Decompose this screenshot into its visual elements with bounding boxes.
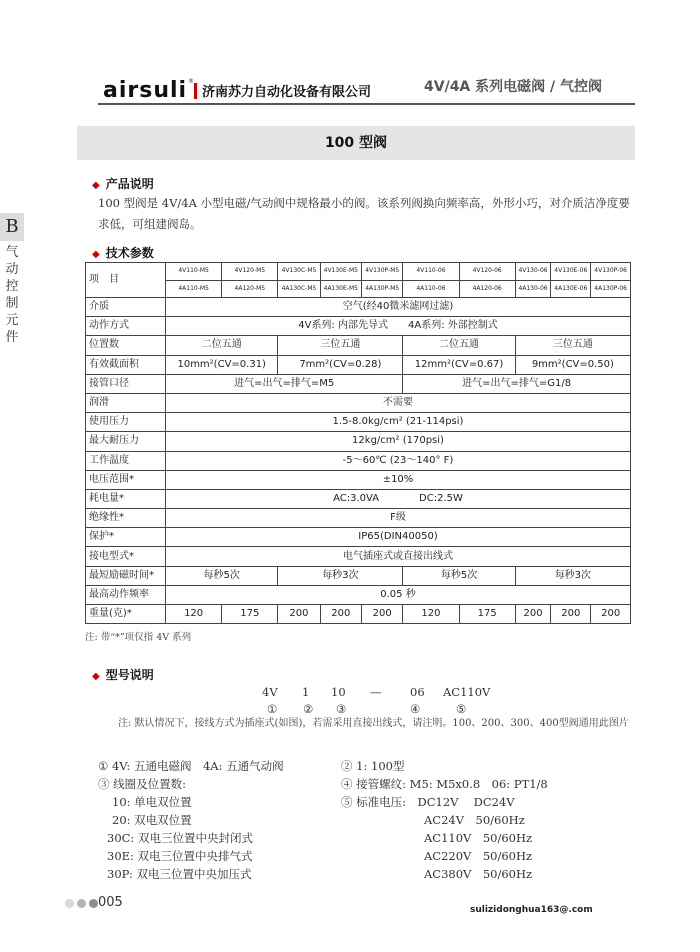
model-cell: 4A130P-06: [591, 280, 631, 298]
legend-left: 30C: 双电三位置中央封闭式: [107, 831, 253, 845]
table-row: [86, 393, 631, 412]
legend-left: 30E: 双电三位置中央排气式: [107, 849, 253, 863]
item-header: 项 目: [86, 263, 166, 298]
table-row: [86, 263, 631, 281]
cell: 12kg/cm² (170psi): [166, 432, 631, 451]
model-cell: 4V110-06: [403, 263, 459, 281]
row-label: 绝缘性*: [86, 509, 166, 528]
model-cell: 4V130E-M5: [320, 263, 362, 281]
specs-heading: [92, 244, 154, 261]
legend-right: ⑤ 标准电压: DC12V DC24V: [341, 795, 515, 809]
table-row: [86, 605, 631, 624]
cell: 每秒5次: [166, 566, 278, 585]
table-note: 注: 带“*”项仅指 4V 系列: [85, 632, 192, 643]
model-cell: 4A130P-M5: [362, 280, 403, 298]
cell: 每秒5次: [403, 566, 515, 585]
cell: 200: [278, 605, 320, 624]
cell: 空气(经40微米滤网过滤): [166, 298, 631, 317]
table-row: [86, 374, 631, 393]
code-part: —: [370, 685, 382, 699]
code-marker: ⑤: [456, 702, 467, 716]
page-title: 100 型阀: [324, 135, 388, 151]
product-intro-text: 100 型阀是 4V/4A 小型电磁/气动阀中规格最小的阀。该系列阀换向频率高，外形小巧，对介质洁净度要求低，可组建阀岛。: [98, 196, 630, 231]
page-number: 005: [98, 895, 123, 910]
model-cell: 4A130C-M5: [278, 280, 320, 298]
legend-left: 10: 单电双位置: [112, 795, 192, 809]
cell: 175: [222, 605, 278, 624]
model-cell: 4V120-06: [459, 263, 515, 281]
model-cell: 4A110-M5: [166, 280, 222, 298]
cell: 三位五通: [278, 336, 403, 355]
table-row: [86, 451, 631, 470]
model-cell: 4V130-06: [515, 263, 551, 281]
cell: 0.05 秒: [166, 585, 631, 604]
legend-left: 20: 双电双位置: [112, 813, 192, 827]
cell: 200: [362, 605, 403, 624]
table-row: [86, 298, 631, 317]
legend-right: AC220V 50/60Hz: [424, 849, 533, 863]
model-cell: 4V130E-06: [551, 263, 591, 281]
cell: 二位五通: [166, 336, 278, 355]
row-label: 工作温度: [86, 451, 166, 470]
cell: F级: [166, 509, 631, 528]
cell: -5～60℃ (23～140° F): [166, 451, 631, 470]
product-heading: [92, 175, 154, 192]
diamond-icon: ◆: [92, 249, 100, 260]
table-row: [86, 413, 631, 432]
cell: 120: [403, 605, 459, 624]
table-row: [86, 432, 631, 451]
legend-right: AC380V 50/60Hz: [424, 867, 533, 881]
cell: 不需要: [166, 393, 631, 412]
contact-email: sulizidonghua163@.com: [470, 905, 593, 915]
code-marker: ①: [267, 702, 278, 716]
cell: 二位五通: [403, 336, 515, 355]
row-label: 最大耐压力: [86, 432, 166, 451]
model-cell: 4V130C-M5: [278, 263, 320, 281]
model-cell: 4A130-06: [515, 280, 551, 298]
cell: 200: [551, 605, 591, 624]
table-row: [86, 280, 631, 298]
model-note-text: 注: 默认情况下，接线方式为插座式(如图)，若需采用直接出线式，请注明。100、200、300、400型阀通用此图片: [118, 718, 629, 729]
legend-right: ② 1: 100型: [341, 759, 405, 773]
specs-heading-label: 技术参数: [105, 246, 154, 260]
cell: 200: [320, 605, 362, 624]
model-cell: 4V120-M5: [222, 263, 278, 281]
model-note: [98, 716, 638, 732]
row-label: 电压范围*: [86, 470, 166, 489]
table-row: [86, 470, 631, 489]
product-intro: [98, 193, 638, 235]
model-cell: 4A130E-06: [551, 280, 591, 298]
footer-dot: [65, 899, 74, 908]
logo: airsuli: [103, 78, 188, 103]
model-cell: 4A130E-M5: [320, 280, 362, 298]
legend-right: AC24V 50/60Hz: [424, 813, 525, 827]
row-label: 重量(克)*: [86, 605, 166, 624]
spec-table: [85, 262, 631, 624]
cell: 4V系列: 内部先导式 4A系列: 外部控制式: [166, 317, 631, 336]
footer-dot: [89, 899, 98, 908]
cell: IP65(DIN40050): [166, 528, 631, 547]
section-tab-text: 气动控制元件: [5, 245, 19, 345]
model-cell: 4A120-M5: [222, 280, 278, 298]
model-heading-label: 型号说明: [105, 668, 154, 682]
table-row: [86, 547, 631, 566]
code-marker: ②: [303, 702, 314, 716]
model-cell: 4V110-M5: [166, 263, 222, 281]
cell: AC:3.0VA DC:2.5W: [166, 489, 631, 508]
model-cell: 4A110-06: [403, 280, 459, 298]
cell: 每秒3次: [515, 566, 630, 585]
header-rule: [98, 103, 635, 105]
cell: 9mm²(CV=0.50): [515, 355, 630, 374]
model-cell: 4A120-06: [459, 280, 515, 298]
product-heading-label: 产品说明: [105, 177, 154, 191]
table-row: [86, 566, 631, 585]
row-label: 保护*: [86, 528, 166, 547]
table-row: [86, 336, 631, 355]
row-label: 有效截面积: [86, 355, 166, 374]
cell: 200: [591, 605, 631, 624]
cell: 175: [459, 605, 515, 624]
table-row: [86, 489, 631, 508]
legend-left: ① 4V: 五通电磁阀 4A: 五通气动阀: [98, 759, 284, 773]
row-label: 使用压力: [86, 413, 166, 432]
logo-divider: [194, 83, 197, 99]
code-marker: ③: [336, 702, 347, 716]
registered-mark: ®: [188, 78, 194, 85]
cell: 7mm²(CV=0.28): [278, 355, 403, 374]
diamond-icon: ◆: [92, 671, 100, 682]
title-band: [77, 126, 635, 160]
cell: 进气=出气=排气=G1/8: [403, 374, 631, 393]
legend-left: ③ 线圈及位置数:: [98, 777, 187, 791]
table-row: [86, 585, 631, 604]
cell: 10mm²(CV=0.31): [166, 355, 278, 374]
footer-dot: [77, 899, 86, 908]
row-label: 最高动作频率: [86, 585, 166, 604]
cell: 三位五通: [515, 336, 630, 355]
row-label: 最短励磁时间*: [86, 566, 166, 585]
legend-right: AC110V 50/60Hz: [424, 831, 533, 845]
table-row: [86, 528, 631, 547]
cell: 200: [515, 605, 551, 624]
code-part: 1: [302, 685, 310, 699]
row-label: 动作方式: [86, 317, 166, 336]
diamond-icon: ◆: [92, 180, 100, 191]
code-part: AC110V: [443, 685, 491, 699]
model-cell: 4V130P-M5: [362, 263, 403, 281]
code-part: 06: [410, 685, 425, 699]
cell: ±10%: [166, 470, 631, 489]
row-label: 接管口径: [86, 374, 166, 393]
table-row: [86, 317, 631, 336]
row-label: 位置数: [86, 336, 166, 355]
legend-left: 30P: 双电三位置中央加压式: [107, 867, 252, 881]
table-row: [86, 509, 631, 528]
row-label: 润滑: [86, 393, 166, 412]
cell: 进气=出气=排气=M5: [166, 374, 403, 393]
cell: 每秒3次: [278, 566, 403, 585]
cell: 12mm²(CV=0.67): [403, 355, 515, 374]
model-cell: 4V130P-06: [591, 263, 631, 281]
cell: 1.5-8.0kg/cm² (21-114psi): [166, 413, 631, 432]
row-label: 接电型式*: [86, 547, 166, 566]
series-title: 4V/4A 系列电磁阀 / 气控阀: [424, 79, 603, 95]
row-label: 介质: [86, 298, 166, 317]
row-label: 耗电量*: [86, 489, 166, 508]
cell: 120: [166, 605, 222, 624]
company-name: 济南苏力自动化设备有限公司: [202, 85, 372, 100]
legend-right: ④ 接管螺纹: M5: M5x0.8 06: PT1/8: [341, 777, 548, 791]
section-tab-letter: B: [0, 213, 24, 241]
table-row: [86, 355, 631, 374]
model-heading: [92, 666, 154, 683]
code-part: 4V: [262, 685, 278, 699]
code-part: 10: [331, 685, 346, 699]
cell: 电气插座式或直接出线式: [166, 547, 631, 566]
code-marker: ④: [410, 702, 421, 716]
